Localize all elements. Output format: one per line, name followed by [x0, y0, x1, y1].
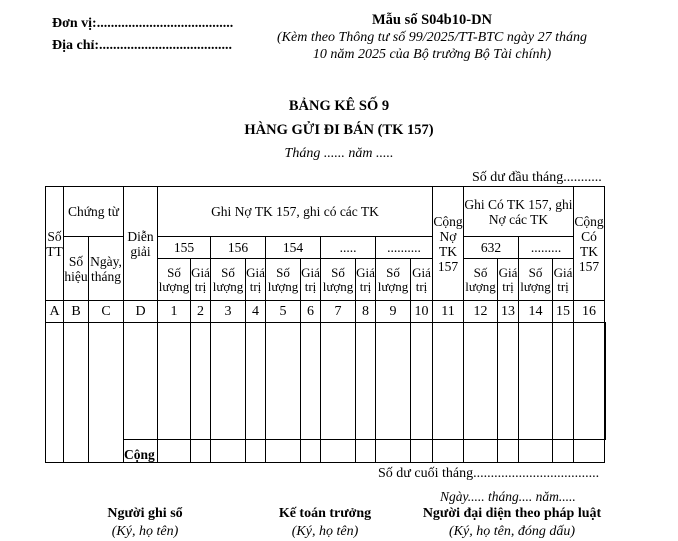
- total-cell[interactable]: [266, 440, 301, 463]
- value-header: Giá trị: [356, 259, 376, 301]
- total-label: Cộng: [124, 440, 158, 463]
- cell[interactable]: [266, 323, 301, 440]
- value-header: Giá trị: [191, 259, 211, 301]
- index-cell: 3: [211, 301, 246, 323]
- cell[interactable]: [191, 323, 211, 440]
- signature-title: Kế toán trưởng: [278, 506, 372, 521]
- form-code: Mẫu số S04b10-DN: [371, 12, 493, 28]
- signature-note: (Ký, họ tên): [291, 524, 359, 539]
- total-cell[interactable]: [411, 440, 433, 463]
- qty-header: Số lượng: [266, 259, 301, 301]
- index-cell: A: [46, 301, 64, 323]
- cell[interactable]: [246, 323, 266, 440]
- index-cell: 7: [321, 301, 356, 323]
- period-line: Tháng ...... năm .....: [284, 146, 394, 161]
- cell[interactable]: [464, 323, 498, 440]
- signature-title: Người ghi sổ: [107, 506, 183, 521]
- index-row: [46, 301, 606, 323]
- header-cong-co: Cộng Có TK 157: [574, 187, 605, 301]
- qty-header: Số lượng: [158, 259, 191, 301]
- signature-recorder: [70, 505, 220, 541]
- total-cell[interactable]: [553, 440, 574, 463]
- signature-chief-accountant: [250, 505, 400, 541]
- header-credit-group: Ghi Có TK 157, ghi Nợ các TK: [464, 187, 574, 237]
- value-header: Giá trị: [301, 259, 321, 301]
- index-cell: B: [64, 301, 89, 323]
- account-debit-other-2: ..........: [376, 237, 433, 259]
- signature-note: (Ký, họ tên): [111, 524, 179, 539]
- header-so-hieu: Số hiệu: [64, 237, 89, 301]
- account-credit-other: .........: [519, 237, 574, 259]
- form-note: [262, 29, 602, 63]
- header-dien-giai: Diễn giải: [124, 187, 158, 301]
- index-cell: 15: [553, 301, 574, 323]
- total-cell[interactable]: [158, 440, 191, 463]
- cell[interactable]: [321, 323, 356, 440]
- header-cong-no: Cộng Nợ TK 157: [433, 187, 464, 301]
- form-note-line1: (Kèm theo Thông tư số 99/2025/TT-BTC ngày 27 tháng: [277, 30, 587, 45]
- index-cell: 4: [246, 301, 266, 323]
- index-cell: 9: [376, 301, 411, 323]
- account-632: 632: [464, 237, 519, 259]
- total-cell[interactable]: [321, 440, 356, 463]
- cell-so-hieu[interactable]: [64, 323, 89, 463]
- form-note-line2: 10 năm 2025 của Bộ trưởng Bộ Tài chính): [312, 47, 552, 62]
- cell[interactable]: [411, 323, 433, 440]
- value-header: Giá trị: [498, 259, 519, 301]
- header-so-tt: Số TT: [46, 187, 64, 301]
- index-cell: 14: [519, 301, 553, 323]
- cell[interactable]: [301, 323, 321, 440]
- qty-header: Số lượng: [519, 259, 553, 301]
- address-field: Địa chỉ:......................................: [52, 38, 233, 53]
- cell[interactable]: [158, 323, 191, 440]
- value-header: Giá trị: [246, 259, 266, 301]
- qty-header: Số lượng: [211, 259, 246, 301]
- index-cell: 8: [356, 301, 376, 323]
- total-cell[interactable]: [356, 440, 376, 463]
- data-row: [46, 323, 606, 440]
- index-cell: 1: [158, 301, 191, 323]
- cell[interactable]: [211, 323, 246, 440]
- total-cell[interactable]: [498, 440, 519, 463]
- cell[interactable]: [574, 323, 605, 440]
- cell-dien-giai[interactable]: [124, 323, 158, 440]
- opening-balance: Số dư đầu tháng...........: [472, 170, 602, 185]
- account-155: 155: [158, 237, 211, 259]
- cell[interactable]: [605, 323, 606, 440]
- total-cell[interactable]: [433, 440, 464, 463]
- index-cell: 10: [411, 301, 433, 323]
- total-cell[interactable]: [211, 440, 246, 463]
- cell[interactable]: [356, 323, 376, 440]
- total-cell[interactable]: [246, 440, 266, 463]
- qty-header: Số lượng: [376, 259, 411, 301]
- qty-header: Số lượng: [464, 259, 498, 301]
- cell-so-tt[interactable]: [46, 323, 64, 463]
- cell-ngay-thang[interactable]: [89, 323, 124, 463]
- qty-header: Số lượng: [321, 259, 356, 301]
- header-debit-group: Ghi Nợ TK 157, ghi có các TK: [158, 187, 433, 237]
- value-header: Giá trị: [553, 259, 574, 301]
- document-title: BẢNG KÊ SỐ 9: [288, 98, 390, 114]
- value-header: Giá trị: [411, 259, 433, 301]
- header-chung-tu: Chứng từ: [64, 187, 124, 237]
- cell[interactable]: [433, 323, 464, 440]
- index-cell: 5: [266, 301, 301, 323]
- total-cell[interactable]: [519, 440, 553, 463]
- document-subtitle: HÀNG GỬI ĐI BÁN (TK 157): [244, 122, 434, 138]
- account-156: 156: [211, 237, 266, 259]
- total-cell[interactable]: [301, 440, 321, 463]
- signature-note: (Ký, họ tên, đóng dấu): [449, 524, 575, 539]
- account-debit-other-1: .....: [321, 237, 376, 259]
- index-cell: 11: [433, 301, 464, 323]
- index-cell: 16: [574, 301, 605, 323]
- total-cell[interactable]: [376, 440, 411, 463]
- signature-title: Người đại diện theo pháp luật: [422, 506, 602, 521]
- date-line: Ngày..... tháng.... năm.....: [440, 489, 576, 504]
- index-cell: 13: [498, 301, 519, 323]
- ledger-table: [45, 186, 606, 463]
- index-cell: C: [89, 301, 124, 323]
- signature-legal-representative: [412, 505, 612, 541]
- form-info: [262, 12, 602, 63]
- total-cell[interactable]: [464, 440, 498, 463]
- header-ngay-thang: Ngày, tháng: [89, 237, 124, 301]
- total-row: [46, 440, 606, 463]
- total-cell[interactable]: [191, 440, 211, 463]
- closing-balance: Số dư cuối tháng....................................: [378, 466, 600, 481]
- cell[interactable]: [376, 323, 411, 440]
- cell[interactable]: [519, 323, 553, 440]
- index-cell: 6: [301, 301, 321, 323]
- index-cell: 12: [464, 301, 498, 323]
- total-cell[interactable]: [574, 440, 605, 463]
- index-cell: 2: [191, 301, 211, 323]
- cell[interactable]: [498, 323, 519, 440]
- index-cell: D: [124, 301, 158, 323]
- cell[interactable]: [553, 323, 574, 440]
- unit-field: Đơn vị:.......................................: [52, 16, 234, 31]
- account-154: 154: [266, 237, 321, 259]
